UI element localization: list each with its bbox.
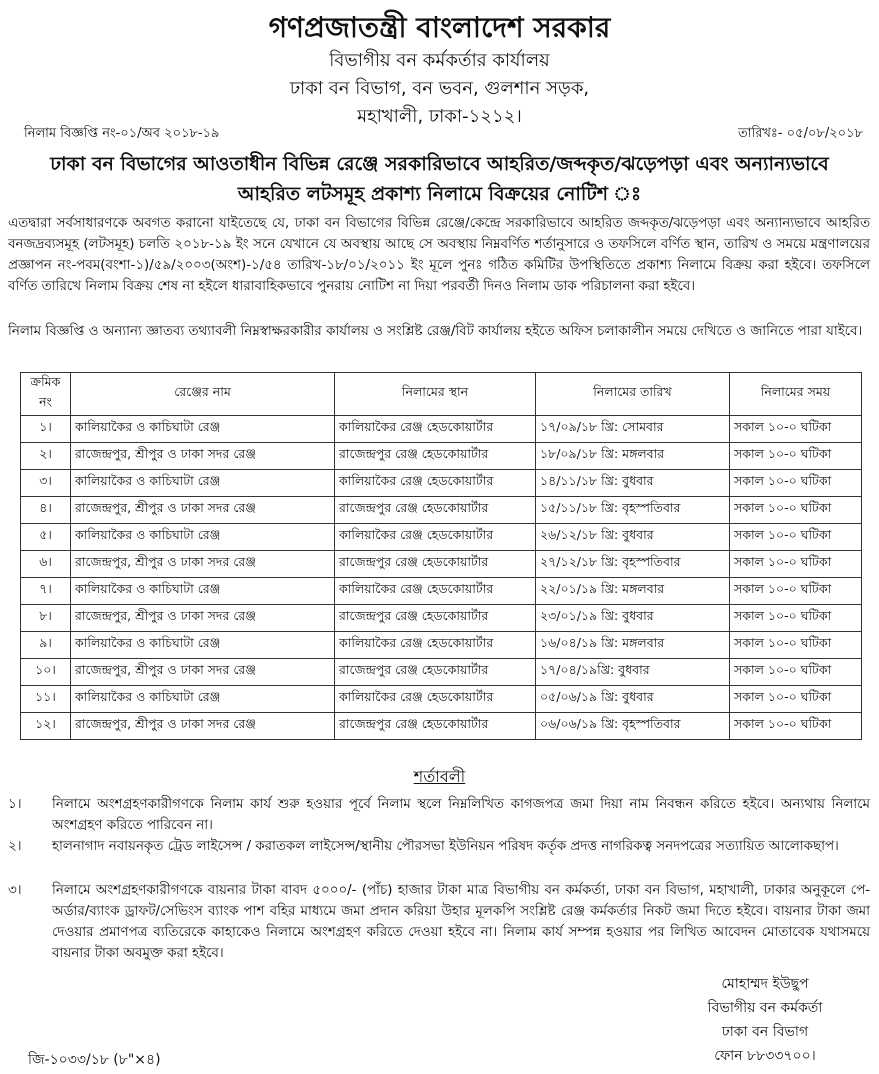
cell-auction-date: ১৭/০৯/১৮ খ্রি: সোমবার	[536, 416, 730, 443]
notice-title-line1: ঢাকা বন বিভাগের আওতাধীন বিভিন্ন রেঞ্জে সরকারিভাবে আহরিত/জব্দকৃত/ঝড়েপড়া এবং অন্যান্যভাবে	[50, 153, 829, 175]
table-row	[21, 551, 862, 578]
term-text: হালনাগাদ নবায়নকৃত ট্রেড লাইসেন্স / করাতকল লাইসেন্স/স্থানীয় পৌরসভা ইউনিয়ন পরিষদ কর্তৃক প্রদত্ত নাগরিকত্ব সনদপত্রের সত্যায়িত আলোকছাপ।	[52, 839, 839, 854]
cell-auction-place: রাজেন্দ্রপুর রেঞ্জ হেডকোয়ার্টার	[335, 605, 536, 632]
cell-auction-place: কালিয়াকৈর রেঞ্জ হেডকোয়ার্টার	[335, 416, 536, 443]
cell-auction-place: রাজেন্দ্রপুর রেঞ্জ হেডকোয়ার্টার	[335, 443, 536, 470]
table-row	[21, 497, 862, 524]
body-paragraph-1: এতদ্বারা সর্বসাধারণকে অবগত করানো যাইতেছে যে, ঢাকা বন বিভাগের বিভিন্ন রেঞ্জে/কেন্দ্রে সরকারিভাবে আহরিত জব্দকৃত/ঝড়েপড়া এবং অন্যান্যভাবে আহরিত বনজদ্রব্যসমূহ (লটসমূহ) চলতি ২০১৮-১৯ ইং সনে যেখানে যে অবস্থায় আছে সে অবস্থায় নিম্নবর্ণিত শর্তানুসারে ও তফসিলে বর্ণিত স্থান, তারিখ ও সময়ে মন্ত্রণালয়ের প্রজ্ঞাপন নং-পবম(বংশা-১)/৫৯/২০০৩(অংশ)-১/৫৪ তারিখ-১৮/০১/২০১১ ইং মূলে পুনঃ গঠিত কমিটির উপস্থিতিতে প্রকাশ্য নিলামে বিক্রয় করা হইবে। তফসিলে বর্ণিত তারিখে নিলাম বিক্রয় শেষ না হইলে ধারাবাহিকভাবে পুনরায় নোটিশ না দিয়া পরবর্তী দিনও নিলাম ডাক পরিচালনা করা হইবে।	[8, 216, 870, 294]
cell-auction-place: কালিয়াকৈর রেঞ্জ হেডকোয়ার্টার	[335, 686, 536, 713]
cell-auction-place: রাজেন্দ্রপুর রেঞ্জ হেডকোয়ার্টার	[335, 659, 536, 686]
cell-auction-date: ১৪/১১/১৮ খ্রি: বুধবার	[536, 470, 730, 497]
cell-auction-time: সকাল ১০-০ ঘটিকা	[730, 551, 862, 578]
office-name: বিভাগীয় বন কর্মকর্তার কার্যালয়	[329, 50, 550, 71]
cell-auction-date: ১৬/০৪/১৯ খ্রি: মঙ্গলবার	[536, 632, 730, 659]
cell-auction-time: সকাল ১০-০ ঘটিকা	[730, 605, 862, 632]
cell-serial: ১।	[21, 416, 71, 443]
cell-auction-place: কালিয়াকৈর রেঞ্জ হেডকোয়ার্টার	[335, 524, 536, 551]
cell-auction-time: সকাল ১০-০ ঘটিকা	[730, 470, 862, 497]
term-item	[8, 880, 870, 964]
cell-serial: ৮।	[21, 605, 71, 632]
term-item	[8, 794, 870, 836]
cell-auction-date: ২৬/১২/১৮ খ্রি: বুধবার	[536, 524, 730, 551]
term-number: ১।	[8, 797, 22, 812]
cell-serial: ২।	[21, 443, 71, 470]
cell-range-name: কালিয়াকৈর ও কাচিঘাটা রেঞ্জ	[71, 416, 335, 443]
table-row	[21, 713, 862, 740]
term-item	[8, 836, 870, 857]
table-row	[21, 443, 862, 470]
cell-range-name: কালিয়াকৈর ও কাচিঘাটা রেঞ্জ	[71, 632, 335, 659]
cell-auction-time: সকাল ১০-০ ঘটিকা	[730, 416, 862, 443]
cell-auction-time: সকাল ১০-০ ঘটিকা	[730, 632, 862, 659]
header-serial: ক্রমিক নং	[21, 373, 71, 416]
table-row	[21, 659, 862, 686]
cell-auction-time: সকাল ১০-০ ঘটিকা	[730, 524, 862, 551]
cell-range-name: রাজেন্দ্রপুর, শ্রীপুর ও ঢাকা সদর রেঞ্জ	[71, 605, 335, 632]
cell-range-name: রাজেন্দ্রপুর, শ্রীপুর ও ঢাকা সদর রেঞ্জ	[71, 713, 335, 740]
cell-auction-date: ০৬/০৬/১৯ খ্রি: বৃহস্পতিবার	[536, 713, 730, 740]
cell-serial: ৭।	[21, 578, 71, 605]
memo-number: নিলাম বিজ্ঞপ্তি নং-০১/অব ২০১৮-১৯	[24, 126, 220, 141]
signatory-designation: বিভাগীয় বন কর্মকর্তা	[707, 1000, 823, 1016]
table-header-row	[21, 373, 862, 416]
cell-auction-time: সকাল ১০-০ ঘটিকা	[730, 686, 862, 713]
cell-range-name: কালিয়াকৈর ও কাচিঘাটা রেঞ্জ	[71, 470, 335, 497]
term-number: ২।	[8, 839, 22, 854]
cell-auction-place: রাজেন্দ্রপুর রেঞ্জ হেডকোয়ার্টার	[335, 551, 536, 578]
office-address-line2: মহাখালী, ঢাকা-১২১২।	[357, 106, 522, 127]
cell-auction-place: কালিয়াকৈর রেঞ্জ হেডকোয়ার্টার	[335, 632, 536, 659]
cell-range-name: রাজেন্দ্রপুর, শ্রীপুর ও ঢাকা সদর রেঞ্জ	[71, 497, 335, 524]
cell-serial: ১২।	[21, 713, 71, 740]
header-auction-date: নিলামের তারিখ	[536, 373, 730, 416]
memo-date: তারিখঃ- ০৫/০৮/২০১৮	[738, 126, 863, 141]
cell-serial: ৩।	[21, 470, 71, 497]
header-range-name: রেঞ্জের নাম	[71, 373, 335, 416]
terms-title: শর্তাবলী	[413, 767, 466, 786]
notice-title-line2: আহরিত লটসমূহ প্রকাশ্য নিলামে বিক্রয়ের নোটিশ ঃ	[237, 183, 642, 205]
table-row	[21, 524, 862, 551]
table-row	[21, 416, 862, 443]
table-row	[21, 686, 862, 713]
term-number: ৩।	[8, 883, 22, 898]
table-row	[21, 632, 862, 659]
table-row	[21, 578, 862, 605]
cell-range-name: রাজেন্দ্রপুর, শ্রীপুর ও ঢাকা সদর রেঞ্জ	[71, 659, 335, 686]
cell-auction-date: ২৭/১২/১৮ খ্রি: বৃহস্পতিবার	[536, 551, 730, 578]
cell-serial: ৫।	[21, 524, 71, 551]
cell-range-name: রাজেন্দ্রপুর, শ্রীপুর ও ঢাকা সদর রেঞ্জ	[71, 551, 335, 578]
cell-auction-place: রাজেন্দ্রপুর রেঞ্জ হেডকোয়ার্টার	[335, 497, 536, 524]
cell-auction-date: ২৩/০১/১৯ খ্রি: বুধবার	[536, 605, 730, 632]
cell-auction-time: সকাল ১০-০ ঘটিকা	[730, 443, 862, 470]
auction-schedule-table	[20, 372, 862, 740]
cell-auction-time: সকাল ১০-০ ঘটিকা	[730, 497, 862, 524]
cell-auction-date: ১৮/০৯/১৮ খ্রি: মঙ্গলবার	[536, 443, 730, 470]
signatory-phone: ফোন ৮৮৩৩৭০০।	[714, 1048, 816, 1064]
cell-auction-time: সকাল ১০-০ ঘটিকা	[730, 578, 862, 605]
cell-auction-place: কালিয়াকৈর রেঞ্জ হেডকোয়ার্টার	[335, 470, 536, 497]
cell-range-name: কালিয়াকৈর ও কাচিঘাটা রেঞ্জ	[71, 578, 335, 605]
signatory-division: ঢাকা বন বিভাগ	[721, 1024, 809, 1040]
cell-auction-place: রাজেন্দ্রপুর রেঞ্জ হেডকোয়ার্টার	[335, 713, 536, 740]
header-auction-time: নিলামের সময়	[730, 373, 862, 416]
table-row	[21, 605, 862, 632]
cell-auction-date: ১৫/১১/১৮ খ্রি: বৃহস্পতিবার	[536, 497, 730, 524]
term-text: নিলামে অংশগ্রহণকারীগণকে বায়নার টাকা বাবদ ৫০০০/- (পাঁচ) হাজার টাকা মাত্র বিভাগীয় বন কর্মকর্তা, ঢাকা বন বিভাগ, মহাখালী, ঢাকার অনুকূলে পে-অর্ডার/ব্যাংক ড্রাফট/সেভিংস ব্যাংক পাশ বহির মাধ্যমে জমা প্রদান করিয়া উহার মূলকপি সংশ্লিষ্ট রেঞ্জ কর্মকর্তার নিকট জমা দিতে হইবে। বায়নার টাকা জমা দেওয়ার প্রমাণপত্র ব্যতিরেকে কাহাকেও নিলামে অংশগ্রহণ করিতে দেওয়া হইবে না। নিলাম কার্য সম্পন্ন হওয়ার পর লিখিত আবেদন মোতাবেক যথাসময়ে বায়নার টাকা অবমুক্ত করা হইবে।	[52, 883, 870, 961]
signatory-name: মোহাম্মদ ইউছুপ	[721, 976, 809, 992]
table-row	[21, 470, 862, 497]
cell-auction-place: কালিয়াকৈর রেঞ্জ হেডকোয়ার্টার	[335, 578, 536, 605]
term-text: নিলামে অংশগ্রহণকারীগণকে নিলাম কার্য শুরু হওয়ার পূর্বে নিলাম স্থলে নিম্নলিখিত কাগজপত্র জমা দিয়া নাম নিবন্ধন করিতে হইবে। অন্যথায় নিলামে অংশগ্রহণ করিতে পারিবেন না।	[52, 797, 870, 833]
cell-range-name: রাজেন্দ্রপুর, শ্রীপুর ও ঢাকা সদর রেঞ্জ	[71, 443, 335, 470]
cell-serial: ১০।	[21, 659, 71, 686]
cell-auction-date: ০৫/০৬/১৯ খ্রি: বুধবার	[536, 686, 730, 713]
header-auction-place: নিলামের স্থান	[335, 373, 536, 416]
cell-auction-time: সকাল ১০-০ ঘটিকা	[730, 713, 862, 740]
cell-serial: ৯।	[21, 632, 71, 659]
government-title: গণপ্রজাতন্ত্রী বাংলাদেশ সরকার	[268, 11, 611, 44]
cell-range-name: কালিয়াকৈর ও কাচিঘাটা রেঞ্জ	[71, 524, 335, 551]
footer-code: জি-১০৩৩/১৮ (৮"×৪)	[28, 1052, 161, 1068]
cell-serial: ১১।	[21, 686, 71, 713]
cell-auction-time: সকাল ১০-০ ঘটিকা	[730, 659, 862, 686]
cell-serial: ৬।	[21, 551, 71, 578]
body-paragraph-2: নিলাম বিজ্ঞপ্তি ও অন্যান্য জ্ঞাতব্য তথ্যাবলী নিম্নস্বাক্ষরকারীর কার্যালয় ও সংশ্লিষ্ট রেঞ্জ/বিট কার্যালয় হইতে অফিস চলাকালীন সময়ে দেখিতে ও জানিতে পারা যাইবে।	[8, 324, 863, 339]
cell-serial: ৪।	[21, 497, 71, 524]
cell-auction-date: ১৭/০৪/১৯খ্রি: বুধবার	[536, 659, 730, 686]
cell-auction-date: ২২/০১/১৯ খ্রি: মঙ্গলবার	[536, 578, 730, 605]
cell-range-name: কালিয়াকৈর ও কাচিঘাটা রেঞ্জ	[71, 686, 335, 713]
office-address-line1: ঢাকা বন বিভাগ, বন ভবন, গুলশান সড়ক,	[289, 78, 590, 99]
